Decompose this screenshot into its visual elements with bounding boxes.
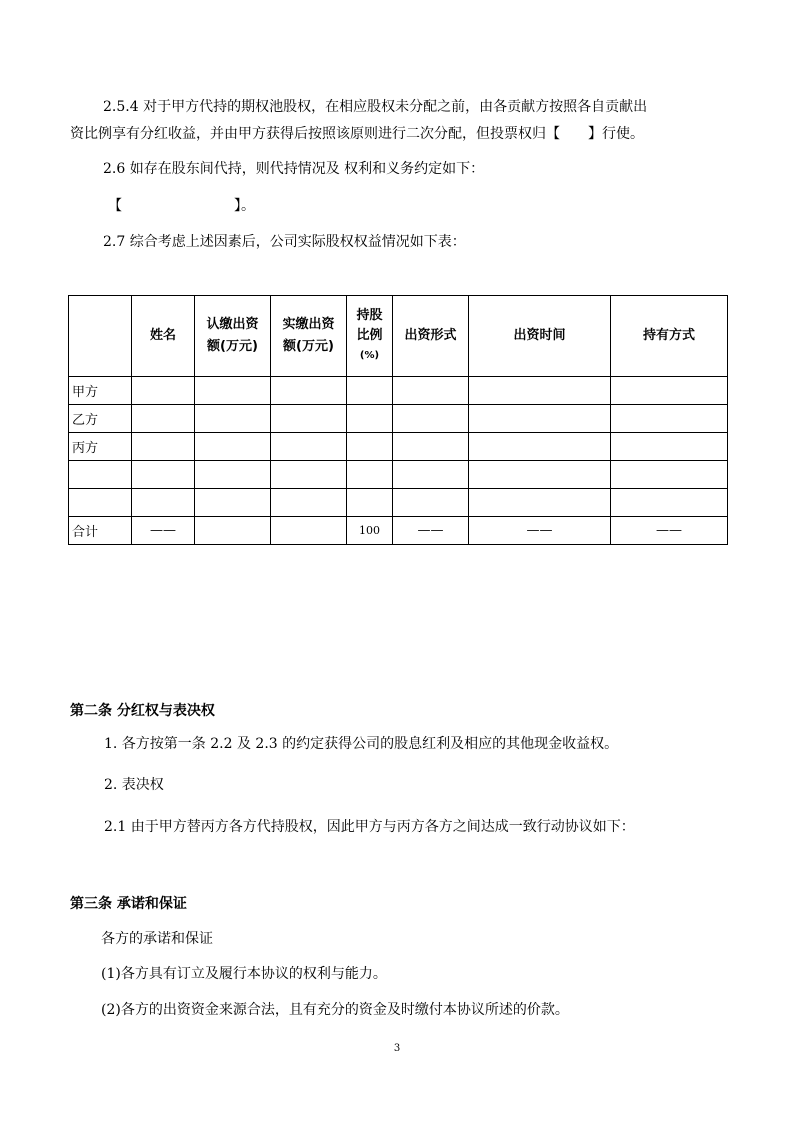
header-ratio-line2: 比例 <box>356 328 383 343</box>
cell-subscribed <box>195 489 271 517</box>
row-label: 甲方 <box>69 377 132 405</box>
header-holding: 持有方式 <box>611 296 728 377</box>
clause-2-5-4-line2: 资比例享有分红收益，并由甲方获得后按照该原则进行二次分配，但投票权归【 】行使。 <box>70 126 644 142</box>
cell-name <box>132 405 195 433</box>
clause-2-7: 2.7 综合考虑上述因素后，公司实际股权权益情况如下表： <box>103 234 466 250</box>
cell-subscribed <box>195 405 271 433</box>
clause-2-6: 2.6 如存在股东间代持，则代持情况及 权利和义务约定如下： <box>103 161 485 177</box>
article-3-intro: 各方的承诺和保证 <box>101 931 213 947</box>
row-label: 丙方 <box>69 433 132 461</box>
article-3-heading: 第三条 承诺和保证 <box>70 896 187 912</box>
cell-subscribed <box>195 377 271 405</box>
cell-time <box>469 405 611 433</box>
table-row <box>69 377 728 405</box>
total-paid <box>271 517 347 545</box>
cell-name <box>132 489 195 517</box>
cell-ratio <box>347 489 393 517</box>
cell-holding <box>611 433 728 461</box>
cell-form <box>393 461 469 489</box>
cell-ratio <box>347 405 393 433</box>
total-form: —— <box>393 517 469 545</box>
equity-table <box>68 295 728 545</box>
header-name: 姓名 <box>132 296 195 377</box>
clause-2-5-4-line1: 2.5.4 对于甲方代持的期权池股权，在相应股权未分配之前，由各贡献方按照各自贡献出 <box>103 99 648 115</box>
clause-2-6-blank: 【 】。 <box>108 198 255 214</box>
table-row <box>69 433 728 461</box>
cell-holding <box>611 461 728 489</box>
article-3-item-2: (2)各方的出资资金来源合法，且有充分的资金及时缴付本协议所述的价款。 <box>101 1002 569 1018</box>
article-2-item-2: 2. 表决权 <box>104 777 164 793</box>
row-label: 乙方 <box>69 405 132 433</box>
cell-ratio <box>347 377 393 405</box>
row-label <box>69 461 132 489</box>
cell-time <box>469 433 611 461</box>
cell-holding <box>611 405 728 433</box>
cell-holding <box>611 489 728 517</box>
total-subscribed <box>195 517 271 545</box>
article-2-item-2-1: 2.1 由于甲方替丙方各方代持股权，因此甲方与丙方各方之间达成一致行动协议如下： <box>104 819 635 835</box>
total-time: —— <box>469 517 611 545</box>
cell-name <box>132 433 195 461</box>
cell-paid <box>271 377 347 405</box>
cell-subscribed <box>195 461 271 489</box>
table-total-row <box>69 517 728 545</box>
article-2-item-1: 1. 各方按第一条 2.2 及 2.3 的约定获得公司的股息红利及相应的其他现金收益权。 <box>104 736 619 752</box>
header-paid-line2: 额(万元) <box>283 339 334 354</box>
cell-time <box>469 489 611 517</box>
table-header-row <box>69 296 728 377</box>
table-row <box>69 489 728 517</box>
header-paid-line1: 实缴出资 <box>282 317 335 332</box>
cell-ratio <box>347 433 393 461</box>
cell-time <box>469 377 611 405</box>
header-subscribed-line2: 额(万元) <box>207 339 258 354</box>
cell-holding <box>611 377 728 405</box>
cell-paid <box>271 433 347 461</box>
table-row <box>69 405 728 433</box>
cell-form <box>393 489 469 517</box>
cell-paid <box>271 489 347 517</box>
cell-paid <box>271 461 347 489</box>
article-3-item-1: (1)各方具有订立及履行本协议的权利与能力。 <box>101 966 387 982</box>
page-number: 3 <box>393 1043 401 1054</box>
header-ratio <box>347 296 393 377</box>
cell-paid <box>271 405 347 433</box>
total-label: 合计 <box>69 517 132 545</box>
header-blank <box>69 296 132 377</box>
header-ratio-line1: 持股 <box>356 308 383 323</box>
cell-name <box>132 461 195 489</box>
total-holding: —— <box>611 517 728 545</box>
table-row <box>69 461 728 489</box>
cell-form <box>393 433 469 461</box>
cell-name <box>132 377 195 405</box>
cell-form <box>393 405 469 433</box>
row-label <box>69 489 132 517</box>
header-subscribed-line1: 认缴出资 <box>206 317 259 332</box>
header-form: 出资形式 <box>393 296 469 377</box>
total-ratio: 100 <box>347 517 393 545</box>
cell-time <box>469 461 611 489</box>
article-2-heading: 第二条 分红权与表决权 <box>70 703 215 719</box>
header-time: 出资时间 <box>469 296 611 377</box>
cell-form <box>393 377 469 405</box>
cell-ratio <box>347 461 393 489</box>
total-name: —— <box>132 517 195 545</box>
cell-subscribed <box>195 433 271 461</box>
header-paid <box>271 296 347 377</box>
header-ratio-line3: (%) <box>359 350 380 361</box>
header-subscribed <box>195 296 271 377</box>
